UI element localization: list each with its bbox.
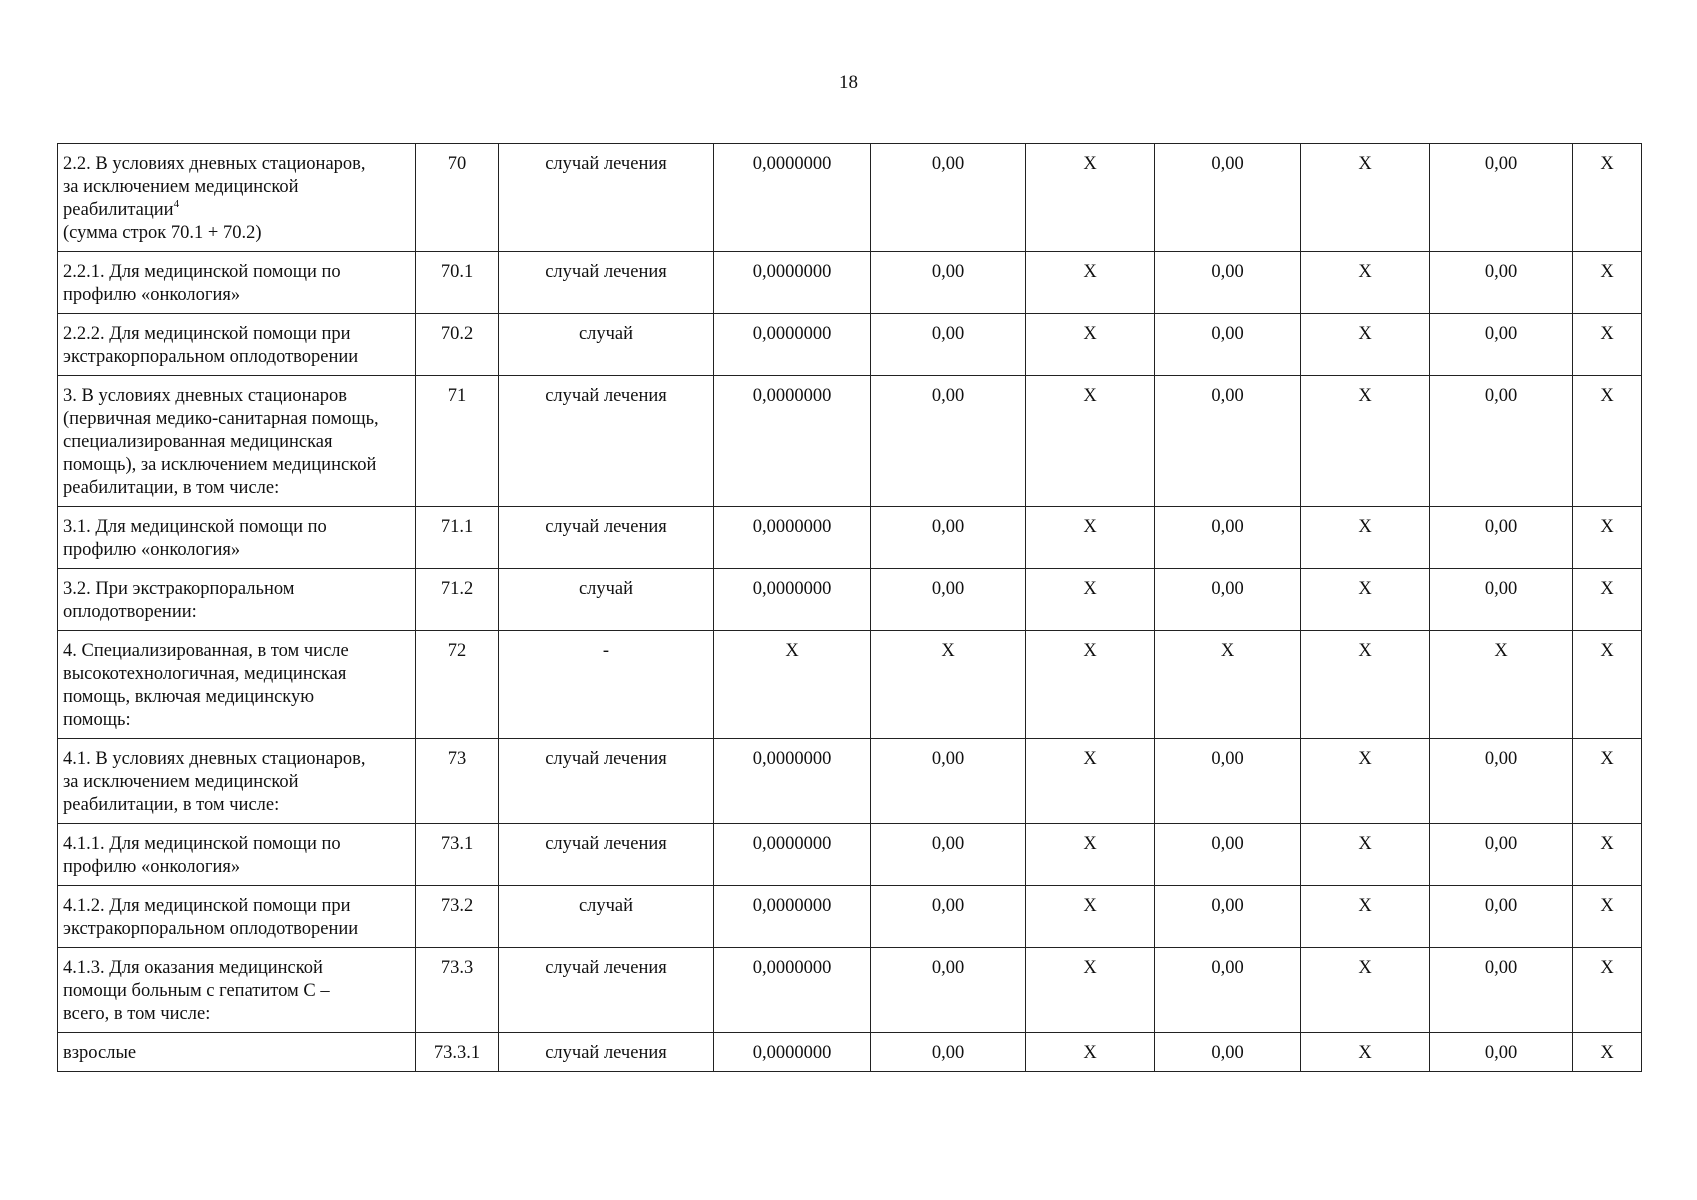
- row-name-line: [63, 957, 410, 980]
- unit-cell: -: [499, 631, 714, 739]
- value-cell: 0,0000000: [714, 569, 871, 631]
- table-row: [58, 144, 1642, 252]
- row-name-text: 4.1.3. Для оказания медицинской: [63, 958, 323, 978]
- row-name-text: взрослые: [63, 1043, 137, 1063]
- row-number-cell: 70.2: [416, 314, 499, 376]
- table-row: [58, 739, 1642, 824]
- row-name-text: 4.1.2. Для медицинской помощи при: [63, 896, 351, 916]
- value-cell: 0,00: [871, 824, 1026, 886]
- value-cell: X: [1026, 1033, 1155, 1072]
- value-cell: 0,00: [871, 376, 1026, 507]
- value-cell: X: [1026, 376, 1155, 507]
- table-row: [58, 886, 1642, 948]
- unit-cell: случай лечения: [499, 144, 714, 252]
- row-name-cell: [58, 948, 416, 1033]
- value-cell: 0,00: [1155, 507, 1301, 569]
- row-name-text: за исключением медицинской: [63, 177, 299, 197]
- unit-cell: случай: [499, 569, 714, 631]
- row-name-line: [63, 640, 410, 663]
- row-name-text: за исключением медицинской: [63, 772, 299, 792]
- value-cell: X: [1026, 569, 1155, 631]
- row-name-text: реабилитации, в том числе:: [63, 478, 280, 498]
- table-row: [58, 824, 1642, 886]
- row-name-cell: [58, 144, 416, 252]
- value-cell: X: [1026, 314, 1155, 376]
- value-cell: 0,00: [871, 507, 1026, 569]
- row-number-cell: 72: [416, 631, 499, 739]
- value-cell: 0,00: [871, 886, 1026, 948]
- row-number-cell: 73: [416, 739, 499, 824]
- value-cell: X: [1026, 739, 1155, 824]
- value-cell: X: [1026, 252, 1155, 314]
- value-cell: 0,0000000: [714, 144, 871, 252]
- row-name-cell: [58, 376, 416, 507]
- row-name-text: специализированная медицинская: [63, 432, 333, 452]
- value-cell: 0,00: [1430, 376, 1573, 507]
- row-name-line: [63, 477, 410, 500]
- row-name-cell: [58, 631, 416, 739]
- value-cell: 0,00: [1155, 1033, 1301, 1072]
- value-cell: 0,00: [1430, 1033, 1573, 1072]
- value-cell: 0,00: [1155, 739, 1301, 824]
- value-cell: X: [1573, 739, 1642, 824]
- row-name-text: (сумма строк 70.1 + 70.2): [63, 223, 262, 243]
- value-cell: X: [714, 631, 871, 739]
- value-cell: 0,0000000: [714, 739, 871, 824]
- row-name-line: [63, 408, 410, 431]
- row-name-line: [63, 918, 410, 941]
- value-cell: 0,0000000: [714, 886, 871, 948]
- table-row: [58, 376, 1642, 507]
- value-cell: 0,00: [1430, 144, 1573, 252]
- row-name-text: помощь, включая медицинскую: [63, 687, 315, 707]
- row-name-line: [63, 1042, 410, 1065]
- value-cell: 0,0000000: [714, 314, 871, 376]
- row-name-text: реабилитации, в том числе:: [63, 795, 280, 815]
- value-cell: 0,00: [1155, 886, 1301, 948]
- value-cell: 0,0000000: [714, 252, 871, 314]
- unit-cell: случай: [499, 886, 714, 948]
- value-cell: X: [1573, 824, 1642, 886]
- row-name-line: [63, 794, 410, 817]
- row-name-line: [63, 663, 410, 686]
- value-cell: X: [1026, 948, 1155, 1033]
- row-name-cell: [58, 252, 416, 314]
- row-name-line: [63, 833, 410, 856]
- data-table: [57, 143, 1642, 1072]
- value-cell: X: [1026, 824, 1155, 886]
- unit-cell: случай лечения: [499, 824, 714, 886]
- row-number-cell: 71: [416, 376, 499, 507]
- row-name-line: [63, 454, 410, 477]
- unit-cell: случай лечения: [499, 948, 714, 1033]
- value-cell: 0,00: [1155, 376, 1301, 507]
- row-name-text: профилю «онкология»: [63, 857, 241, 877]
- table-body: [58, 144, 1642, 1072]
- row-number-cell: 73.3: [416, 948, 499, 1033]
- row-name-cell: [58, 886, 416, 948]
- value-cell: 0,00: [871, 252, 1026, 314]
- value-cell: X: [1573, 376, 1642, 507]
- row-name-line: [63, 284, 410, 307]
- unit-cell: случай: [499, 314, 714, 376]
- row-number-cell: 73.3.1: [416, 1033, 499, 1072]
- value-cell: 0,00: [1430, 314, 1573, 376]
- row-name-line: [63, 578, 410, 601]
- row-name-line: [63, 153, 410, 176]
- row-number-cell: 73.1: [416, 824, 499, 886]
- value-cell: X: [1026, 886, 1155, 948]
- row-name-line: [63, 346, 410, 369]
- footnote-mark: 4: [173, 198, 180, 210]
- value-cell: 0,00: [1155, 252, 1301, 314]
- unit-cell: случай лечения: [499, 507, 714, 569]
- row-name-text: высокотехнологичная, медицинская: [63, 664, 347, 684]
- row-name-cell: [58, 1033, 416, 1072]
- row-name-text: (первичная медико-санитарная помощь,: [63, 409, 379, 429]
- value-cell: X: [1026, 507, 1155, 569]
- row-name-line: [63, 222, 410, 245]
- value-cell: X: [1301, 314, 1430, 376]
- row-name-text: оплодотворении:: [63, 602, 197, 622]
- row-name-line: [63, 686, 410, 709]
- row-name-text: 3.2. При экстракорпоральном: [63, 579, 295, 599]
- row-name-text: экстракорпоральном оплодотворении: [63, 919, 359, 939]
- table-row: [58, 569, 1642, 631]
- table-row: [58, 252, 1642, 314]
- row-number-cell: 71.2: [416, 569, 499, 631]
- row-name-text: 4.1.1. Для медицинской помощи по: [63, 834, 341, 854]
- row-name-text: помощи больным с гепатитом С –: [63, 981, 330, 1001]
- row-name-line: [63, 539, 410, 562]
- row-name-text: 2.2.1. Для медицинской помощи по: [63, 262, 341, 282]
- value-cell: 0,0000000: [714, 1033, 871, 1072]
- value-cell: X: [1301, 824, 1430, 886]
- row-name-line: [63, 385, 410, 408]
- value-cell: 0,00: [871, 314, 1026, 376]
- row-name-text: 4. Специализированная, в том числе: [63, 641, 349, 661]
- row-name-line: [63, 709, 410, 732]
- row-name-cell: [58, 507, 416, 569]
- table-row: [58, 1033, 1642, 1072]
- value-cell: 0,00: [871, 948, 1026, 1033]
- row-name-text: 4.1. В условиях дневных стационаров,: [63, 749, 366, 769]
- row-name-text: 2.2.2. Для медицинской помощи при: [63, 324, 351, 344]
- value-cell: 0,0000000: [714, 507, 871, 569]
- value-cell: 0,00: [1430, 824, 1573, 886]
- row-name-text: экстракорпоральном оплодотворении: [63, 347, 359, 367]
- row-name-text: помощь), за исключением медицинской: [63, 455, 377, 475]
- table-row: [58, 507, 1642, 569]
- row-name-line: [63, 856, 410, 879]
- row-name-text: 3. В условиях дневных стационаров: [63, 386, 348, 406]
- value-cell: X: [1301, 631, 1430, 739]
- value-cell: X: [1573, 886, 1642, 948]
- value-cell: X: [1301, 1033, 1430, 1072]
- table-row: [58, 314, 1642, 376]
- value-cell: X: [1026, 631, 1155, 739]
- value-cell: 0,0000000: [714, 824, 871, 886]
- row-name-line: [63, 176, 410, 199]
- value-cell: 0,0000000: [714, 376, 871, 507]
- row-name-line: [63, 895, 410, 918]
- value-cell: 0,00: [1155, 314, 1301, 376]
- row-name-text: помощь:: [63, 710, 131, 730]
- value-cell: X: [1301, 252, 1430, 314]
- value-cell: 0,00: [1430, 948, 1573, 1033]
- row-name-cell: [58, 569, 416, 631]
- row-number-cell: 73.2: [416, 886, 499, 948]
- row-name-line: [63, 1003, 410, 1026]
- value-cell: X: [871, 631, 1026, 739]
- value-cell: 0,00: [1155, 144, 1301, 252]
- value-cell: X: [1573, 569, 1642, 631]
- unit-cell: случай лечения: [499, 739, 714, 824]
- row-number-cell: 70: [416, 144, 499, 252]
- row-number-cell: 70.1: [416, 252, 499, 314]
- row-name-text: 2.2. В условиях дневных стационаров,: [63, 154, 366, 174]
- unit-cell: случай лечения: [499, 376, 714, 507]
- value-cell: X: [1301, 948, 1430, 1033]
- value-cell: X: [1573, 144, 1642, 252]
- value-cell: 0,00: [871, 739, 1026, 824]
- value-cell: X: [1430, 631, 1573, 739]
- value-cell: 0,00: [871, 144, 1026, 252]
- row-name-line: [63, 261, 410, 284]
- value-cell: X: [1026, 144, 1155, 252]
- row-name-line: [63, 601, 410, 624]
- row-name-text: реабилитации: [63, 200, 174, 220]
- value-cell: 0,00: [1155, 948, 1301, 1033]
- value-cell: X: [1573, 507, 1642, 569]
- row-name-text: профилю «онкология»: [63, 540, 241, 560]
- value-cell: X: [1573, 1033, 1642, 1072]
- value-cell: X: [1573, 631, 1642, 739]
- row-name-text: всего, в том числе:: [63, 1004, 211, 1024]
- row-name-line: [63, 771, 410, 794]
- table-row: [58, 948, 1642, 1033]
- row-name-cell: [58, 739, 416, 824]
- value-cell: X: [1301, 144, 1430, 252]
- value-cell: 0,00: [1430, 886, 1573, 948]
- value-cell: X: [1301, 376, 1430, 507]
- row-name-cell: [58, 314, 416, 376]
- value-cell: X: [1301, 886, 1430, 948]
- row-name-line: [63, 516, 410, 539]
- unit-cell: случай лечения: [499, 252, 714, 314]
- value-cell: X: [1573, 948, 1642, 1033]
- value-cell: 0,00: [1430, 569, 1573, 631]
- row-name-cell: [58, 824, 416, 886]
- value-cell: X: [1301, 569, 1430, 631]
- row-name-line: [63, 199, 410, 222]
- value-cell: 0,00: [1430, 252, 1573, 314]
- value-cell: 0,00: [1155, 569, 1301, 631]
- value-cell: 0,00: [1155, 824, 1301, 886]
- value-cell: 0,00: [871, 1033, 1026, 1072]
- row-name-line: [63, 748, 410, 771]
- row-name-text: профилю «онкология»: [63, 285, 241, 305]
- page-number: 18: [839, 72, 858, 93]
- value-cell: 0,0000000: [714, 948, 871, 1033]
- value-cell: 0,00: [1430, 739, 1573, 824]
- value-cell: X: [1155, 631, 1301, 739]
- value-cell: 0,00: [1430, 507, 1573, 569]
- table-row: [58, 631, 1642, 739]
- value-cell: X: [1301, 739, 1430, 824]
- value-cell: X: [1573, 252, 1642, 314]
- row-name-text: 3.1. Для медицинской помощи по: [63, 517, 327, 537]
- row-name-line: [63, 980, 410, 1003]
- value-cell: X: [1301, 507, 1430, 569]
- row-name-line: [63, 323, 410, 346]
- row-number-cell: 71.1: [416, 507, 499, 569]
- unit-cell: случай лечения: [499, 1033, 714, 1072]
- value-cell: 0,00: [871, 569, 1026, 631]
- value-cell: X: [1573, 314, 1642, 376]
- row-name-line: [63, 431, 410, 454]
